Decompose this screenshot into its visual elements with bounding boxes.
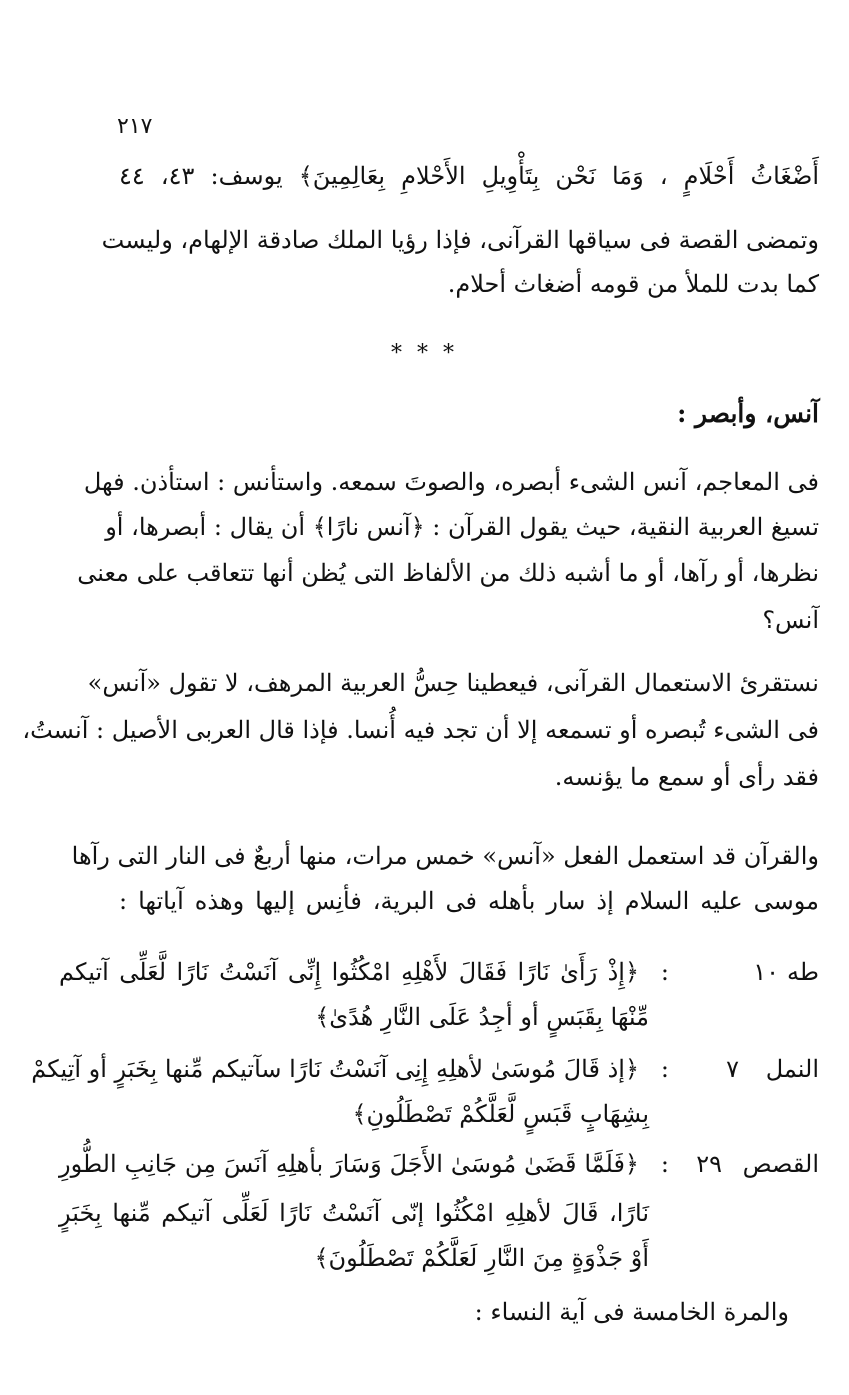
- verse-number: ٧: [726, 1055, 739, 1083]
- paragraph-line: نستقرئ الاستعمال القرآنى، فيعطينا حِسُّ العربية المرهف، لا تقول «آنس»: [87, 669, 819, 697]
- verse-colon: :: [660, 958, 669, 986]
- quran-quote-line: أَضْغَاثُ أَحْلَامٍ ، وَمَا نَحْن بِتَأْوِيلِ الأَحْلامِ بِعَالِمِينَ﴾ يوسف: ٤٣، ٤٤: [119, 162, 820, 190]
- verse-text-line: ﴿فَلَمَّا قَضَىٰ مُوسَىٰ الأَجَلَ وَسَارَ بأهلِهِ آنَسَ مِن جَانِبِ الطُّورِ: [59, 1150, 639, 1178]
- paragraph-line: والمرة الخامسة فى آية النساء :: [474, 1298, 789, 1326]
- verse-surah-name: النمل: [765, 1055, 819, 1083]
- verse-text-line: ﴿إذ قَالَ مُوسَىٰ لأهلِهِ إِنِى آنَسْتُ نَارًا سآتيكم مِّنها بِخَبَرٍ أو آتِيكمْ: [31, 1055, 639, 1083]
- verse-colon: :: [660, 1055, 669, 1083]
- paragraph-line: وتمضى القصة فى سياقها القرآنى، فإذا رؤيا الملك صادقة الإلهام، وليست: [101, 226, 819, 254]
- verse-text-line: بِشِهَابٍ قَبَسٍ لَّعَلَّكُمْ تَصْطَلُونِ﴾: [352, 1100, 649, 1128]
- section-heading: آنس، وأبصر :: [677, 399, 819, 428]
- verse-text-line: ﴿إِذْ رَأَىٰ نَارًا فَقَالَ لأَهْلِهِ امْكُثُوا إِنِّى آنَسْتُ نَارًا لَّعَلِّى آتيكم: [59, 958, 639, 986]
- verse-number: ٢٩: [696, 1150, 722, 1178]
- paragraph-line: نظرها، أو رآها، أو ما أشبه ذلك من الألفاظ التى يُظن أنها تتعاقب على معنى: [77, 559, 819, 587]
- verse-surah-name: طه: [787, 958, 819, 986]
- page-number: ٢١٧: [117, 114, 153, 139]
- paragraph-line: كما بدت للملأ من قومه أضغاث أحلام.: [447, 270, 819, 298]
- verse-text-line: نَارًا، قَالَ لأهلِهِ امْكُثُوا إنّى آنَسْتُ نَارًا لَعَلِّى آتيكم مِّنها بِخَبَرٍ: [59, 1199, 649, 1227]
- paragraph-line: موسى عليه السلام إذ سار بأهله فى البرية، فأنِس إليها وهذه آياتها :: [119, 887, 819, 915]
- verse-text-line: مِّنْهَا بِقَبَسٍ أو أجِدُ عَلَى النَّارِ هُدًىٰ﴾: [315, 1003, 649, 1031]
- section-separator: * * *: [391, 341, 458, 366]
- verse-text-line: أَوْ جَذْوَةٍ مِنَ النَّارِ لَعَلَّكُمْ تَصْطَلُونَ﴾: [314, 1244, 649, 1272]
- paragraph-line: فى المعاجم، آنس الشىء أبصره، والصوتَ سمعه. واستأنس : استأذن. فهل: [83, 468, 819, 496]
- verse-surah-name: القصص: [742, 1150, 819, 1178]
- paragraph-line: فقد رأى أو سمع ما يؤنسه.: [554, 763, 819, 791]
- verse-colon: :: [660, 1150, 669, 1178]
- paragraph-line: فى الشىء تُبصره أو تسمعه إلا أن تجد فيه أُنسا. فإذا قال العربى الأصيل : آنستُ،: [22, 716, 819, 744]
- paragraph-line: والقرآن قد استعمل الفعل «آنس» خمس مرات، منها أربعٌ فى النار التى رآها: [71, 842, 819, 870]
- paragraph-line: آنس؟: [762, 606, 819, 634]
- paragraph-line: تسيغ العربية النقية، حيث يقول القرآن : ﴿آنس نارًا﴾ أن يقال : أبصرها، أو: [105, 513, 819, 541]
- verse-number: ١٠: [753, 958, 779, 986]
